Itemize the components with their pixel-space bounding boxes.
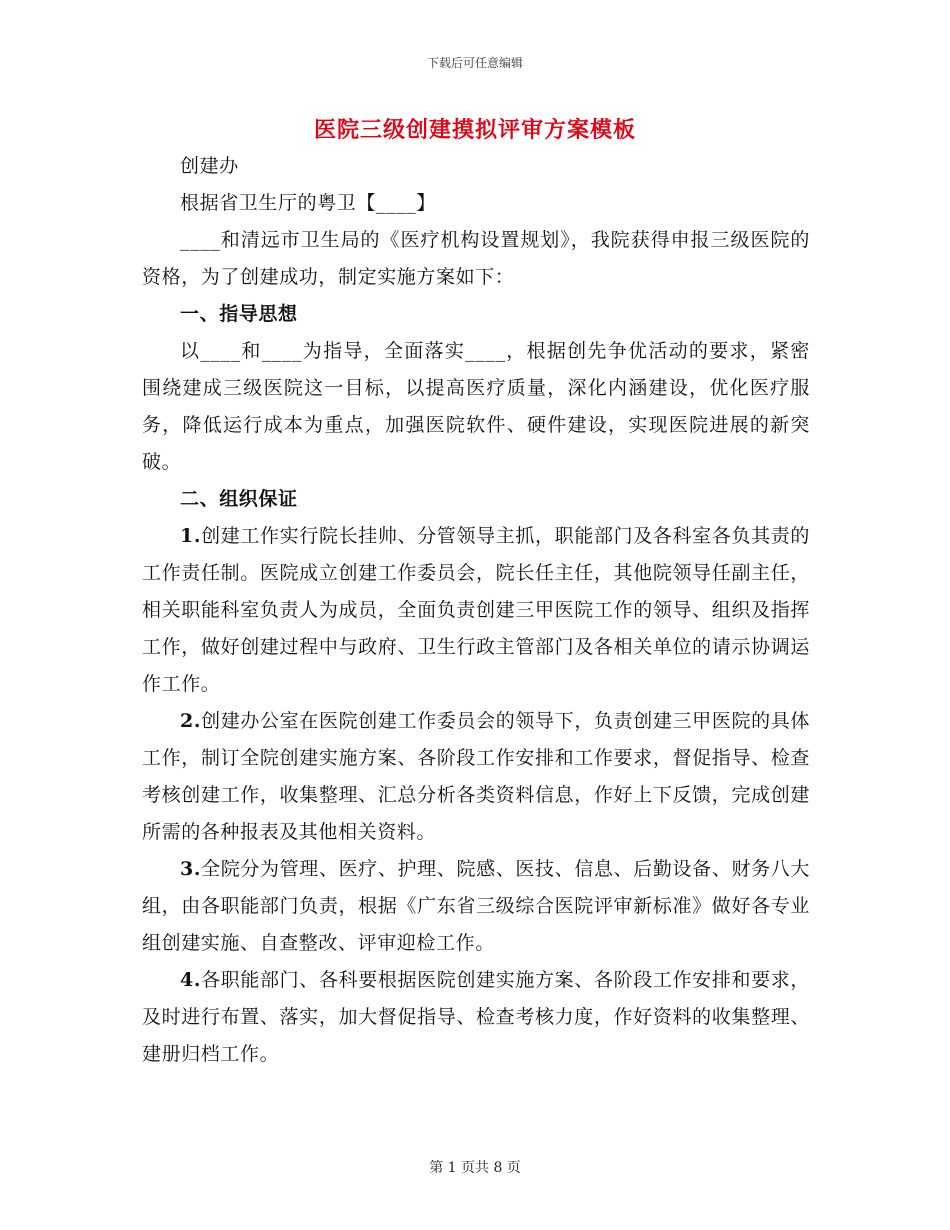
list-item-3-number: 3. [180, 858, 202, 880]
section-heading-guiding-thought: 一、指导思想 [180, 303, 298, 325]
list-item-1-number: 1. [180, 525, 202, 547]
list-item-3 [142, 851, 810, 962]
list-item-1 [142, 518, 810, 703]
paragraph-office: 创建办 [180, 155, 239, 177]
list-item-2 [142, 703, 810, 851]
list-item-4-number: 4. [180, 969, 202, 991]
paragraph-basis: 根据省卫生厅的粤卫【____】 [180, 192, 437, 214]
header-note: 下载后可任意编辑 [426, 56, 523, 70]
document-body [142, 148, 810, 1073]
list-item-4-text: 各职能部门、各科要根据医院创建实施方案、各阶段工作安排和要求，及时进行布置、落实，加大督促指导、检查考核力度，作好资料的收集整理、建册归档工作。 [142, 969, 810, 1065]
paragraph-guiding-thought: 以____和____为指导，全面落实____，根据创先争优活动的要求，紧密围绕建成三级医院这一目标，以提高医疗质量，深化内涵建设，优化医疗服务，降低运行成本为重点，加强医院软件、硬件建设，实现医院进展的新突破。 [142, 340, 810, 473]
list-item-1-text: 创建工作实行院长挂帅、分管领导主抓，职能部门及各科室各负其责的工作责任制。医院成立创建工作委员会，院长任主任，其他院领导任副主任，相关职能科室负责人为成员，全面负责创建三甲医院工作的领导、组织及指挥工作，做好创建过程中与政府、卫生行政主管部门及各相关单位的请示协调运作工作。 [142, 525, 810, 695]
document-title: 医院三级创建摸拟评审方案模板 [313, 117, 636, 143]
list-item-2-text: 创建办公室在医院创建工作委员会的领导下，负责创建三甲医院的具体工作，制订全院创建实施方案、各阶段工作安排和工作要求，督促指导、检查考核创建工作，收集整理、汇总分析各类资料信息，作好上下反馈，完成创建所需的各种报表及其他相关资料。 [142, 710, 810, 843]
paragraph-intro: ____和清远市卫生局的《医疗机构设置规划》，我院获得申报三级医院的资格，为了创建成功，制定实施方案如下： [142, 229, 810, 288]
list-item-3-text: 全院分为管理、医疗、护理、院感、医技、信息、后勤设备、财务八大组，由各职能部门负责，根据《广东省三级综合医院评审新标准》做好各专业组创建实施、自查整改、评审迎检工作。 [142, 858, 810, 954]
list-item-2-number: 2. [180, 710, 202, 732]
list-item-4 [142, 962, 810, 1073]
section-heading-organization: 二、组织保证 [180, 488, 298, 510]
page-number-footer: 第 1 页共 8 页 [429, 1160, 521, 1176]
